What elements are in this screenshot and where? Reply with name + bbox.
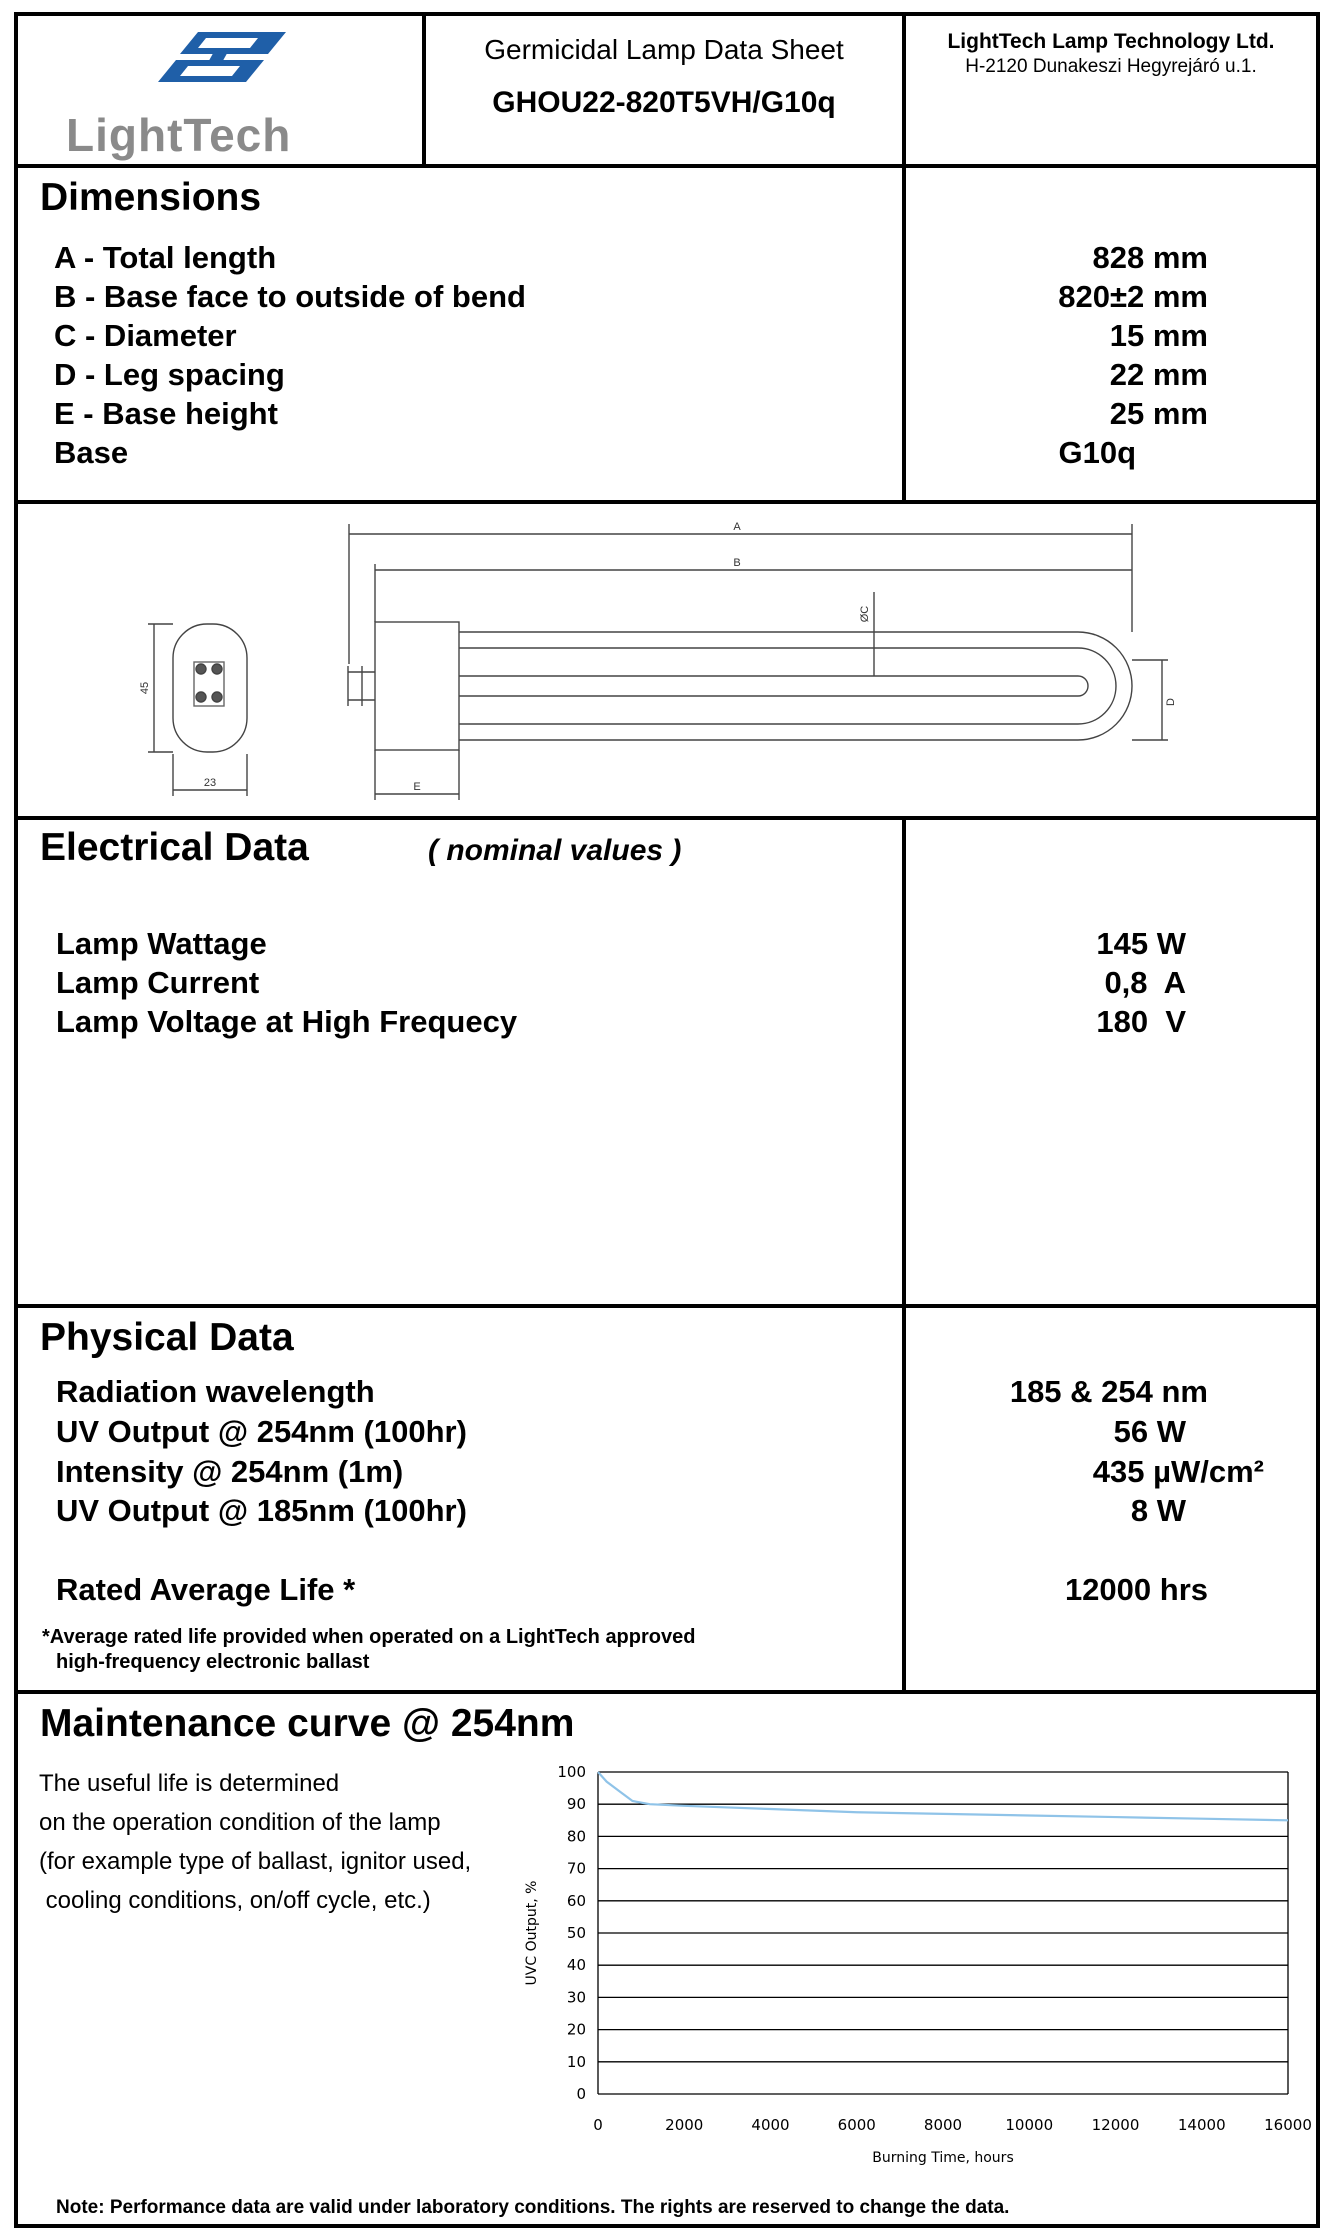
chart-xtick-label: 0 bbox=[593, 2116, 603, 2134]
model-number: GHOU22-820T5VH/G10q bbox=[492, 86, 836, 119]
lamp-technical-drawing bbox=[18, 504, 1316, 816]
lighttech-logo-icon bbox=[158, 28, 288, 98]
doc-type: Germicidal Lamp Data Sheet bbox=[484, 34, 844, 65]
phys-label-uv185: UV Output @ 185nm (100hr) bbox=[56, 1493, 467, 1528]
phys-label-uv254: UV Output @ 254nm (100hr) bbox=[56, 1414, 467, 1449]
dimensions-title: Dimensions bbox=[40, 176, 262, 219]
elec-value-wattage: 145 W bbox=[1096, 926, 1186, 961]
chart-xtick-label: 8000 bbox=[923, 2116, 963, 2134]
phys-value-uv254: 56 W bbox=[1113, 1414, 1186, 1449]
chart-xtick-label: 16000 bbox=[1264, 2116, 1312, 2134]
elec-label-voltage: Lamp Voltage at High Frequecy bbox=[56, 1004, 518, 1039]
dimensions-right-cell bbox=[902, 164, 1320, 504]
chart-ytick-label: 70 bbox=[566, 1859, 586, 1878]
phys-label-intensity: Intensity @ 254nm (1m) bbox=[56, 1454, 404, 1489]
header-logo-cell bbox=[14, 12, 426, 168]
company-name: LightTech Lamp Technology Ltd. bbox=[947, 30, 1275, 53]
drawing-label-45: 45 bbox=[139, 681, 151, 695]
elec-label-wattage: Lamp Wattage bbox=[56, 926, 267, 961]
dim-label-d: D - Leg spacing bbox=[54, 357, 285, 392]
electrical-subtitle: ( nominal values ) bbox=[428, 834, 682, 867]
drawing-label-a: A bbox=[733, 521, 741, 533]
chart-y-axis-label: UVC Output, % bbox=[524, 1880, 540, 1986]
chart-ytick-label: 50 bbox=[566, 1924, 586, 1942]
electrical-left-cell bbox=[14, 816, 906, 1308]
lamp-drawing-cell bbox=[14, 500, 1320, 820]
maintenance-text-line2: on the operation condition of the lamp bbox=[39, 1809, 441, 1836]
elec-value-voltage: 180 V bbox=[1096, 1004, 1186, 1039]
drawing-label-c: ØC bbox=[859, 605, 871, 623]
chart-xtick-label: 12000 bbox=[1091, 2116, 1140, 2134]
dim-value-base: G10q bbox=[1058, 435, 1136, 470]
physical-right-cell bbox=[902, 1304, 1320, 1694]
logo-text: LightTech bbox=[66, 109, 292, 161]
dim-value-a: 828 mm bbox=[1092, 240, 1208, 275]
physical-left-cell bbox=[14, 1304, 906, 1694]
drawing-label-e: E bbox=[413, 781, 421, 793]
phys-footnote-line2: high-frequency electronic ballast bbox=[56, 1651, 370, 1673]
dim-label-b: B - Base face to outside of bend bbox=[54, 279, 526, 314]
phys-value-life: 12000 hrs bbox=[1064, 1572, 1208, 1607]
dimensions-left-cell bbox=[14, 164, 906, 504]
phys-value-intensity: 435 µW/cm² bbox=[1092, 1454, 1264, 1489]
chart-ytick-label: 90 bbox=[566, 1795, 586, 1814]
chart-xtick-label: 6000 bbox=[837, 2116, 876, 2134]
dim-label-c: C - Diameter bbox=[54, 318, 237, 353]
chart-x-axis-label: Burning Time, hours bbox=[872, 2150, 1014, 2166]
maintenance-text-line4: cooling conditions, on/off cycle, etc.) bbox=[39, 1887, 431, 1914]
chart-ytick-label: 0 bbox=[576, 2085, 586, 2103]
maintenance-cell bbox=[14, 1690, 1320, 2228]
maintenance-title: Maintenance curve @ 254nm bbox=[40, 1702, 575, 1745]
chart-ytick-label: 60 bbox=[566, 1891, 586, 1910]
dim-label-a: A - Total length bbox=[54, 240, 277, 275]
chart-ytick-label: 80 bbox=[566, 1827, 586, 1846]
footer-note: Note: Performance data are valid under laboratory conditions. The rights are reserved to change the data. bbox=[56, 2197, 1010, 2218]
electrical-right-cell bbox=[902, 816, 1320, 1308]
drawing-label-23: 23 bbox=[203, 777, 217, 789]
chart-xtick-label: 4000 bbox=[751, 2116, 790, 2134]
dim-value-d: 22 mm bbox=[1109, 357, 1208, 392]
dim-label-e: E - Base height bbox=[54, 396, 278, 431]
header-company-cell bbox=[902, 12, 1320, 168]
dim-value-c: 15 mm bbox=[1109, 318, 1208, 353]
phys-label-wavelength: Radiation wavelength bbox=[56, 1374, 375, 1409]
maintenance-text-line3: (for example type of ballast, ignitor used, bbox=[39, 1848, 472, 1875]
company-address: H-2120 Dunakeszi Hegyrejáró u.1. bbox=[965, 56, 1257, 77]
phys-value-uv185: 8 W bbox=[1130, 1493, 1186, 1528]
chart-xtick-label: 10000 bbox=[1005, 2116, 1054, 2134]
chart-ytick-label: 40 bbox=[566, 1956, 586, 1975]
electrical-title: Electrical Data bbox=[40, 826, 309, 869]
physical-title: Physical Data bbox=[40, 1316, 294, 1359]
chart-ytick-label: 100 bbox=[557, 1763, 586, 1781]
phys-value-wavelength: 185 & 254 nm bbox=[1009, 1374, 1208, 1409]
chart-xtick-label: 2000 bbox=[665, 2116, 704, 2134]
dim-label-base: Base bbox=[54, 435, 129, 470]
drawing-label-b: B bbox=[733, 557, 741, 569]
drawing-label-d: D bbox=[1165, 698, 1177, 706]
chart-xtick-label: 14000 bbox=[1177, 2116, 1226, 2134]
phys-footnote-line1: *Average rated life provided when operated on a LightTech approved bbox=[42, 1626, 696, 1648]
chart-ytick-label: 20 bbox=[566, 2020, 586, 2039]
dim-value-b: 820±2 mm bbox=[1058, 279, 1208, 314]
chart-ytick-label: 10 bbox=[566, 2052, 586, 2071]
chart-series-line bbox=[598, 1772, 1288, 1820]
elec-label-current: Lamp Current bbox=[56, 965, 260, 1000]
phys-label-life: Rated Average Life * bbox=[56, 1572, 356, 1607]
dim-value-e: 25 mm bbox=[1109, 396, 1208, 431]
maintenance-text-line1: The useful life is determined bbox=[39, 1770, 340, 1797]
header-title-cell bbox=[422, 12, 906, 168]
elec-value-current: 0,8 A bbox=[1104, 965, 1186, 1000]
chart-ytick-label: 30 bbox=[566, 1988, 586, 2007]
maintenance-chart bbox=[498, 1744, 1318, 2184]
